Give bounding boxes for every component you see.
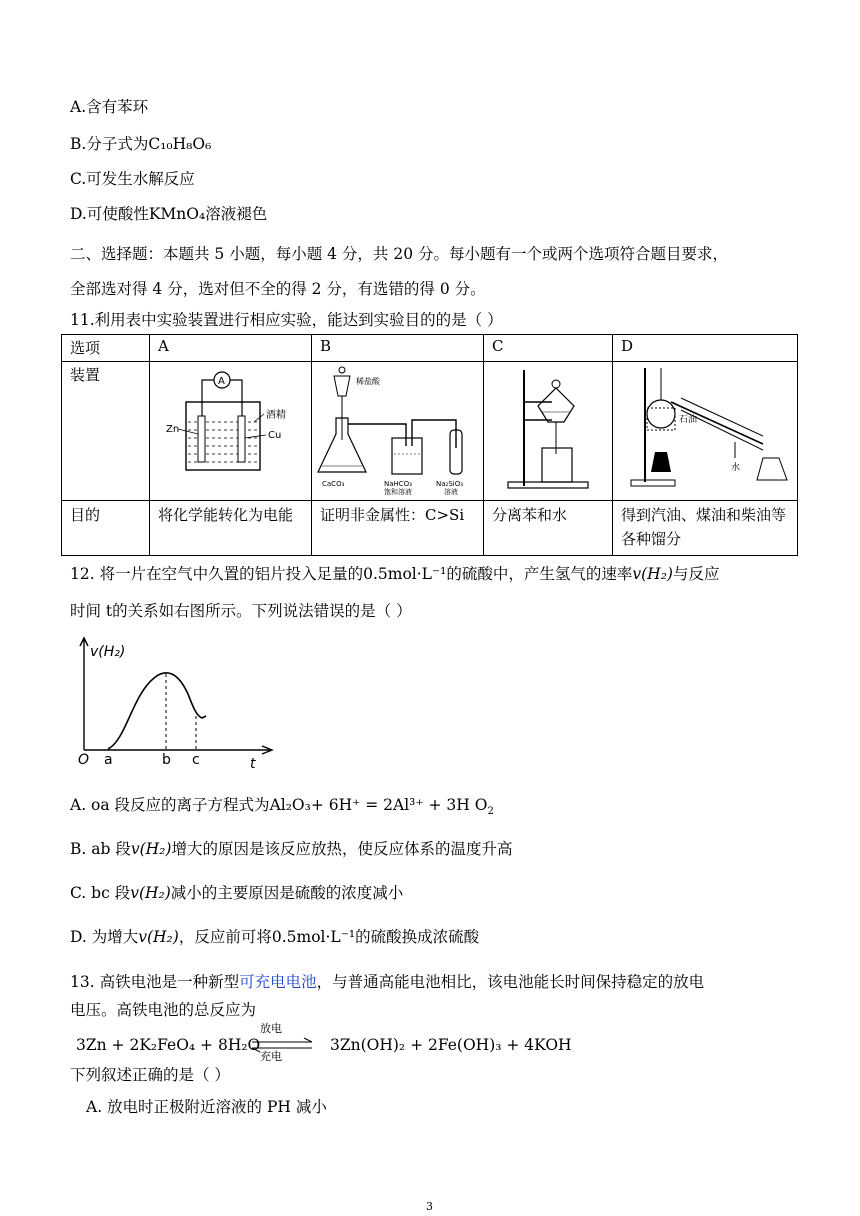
formula: KMnO₄ <box>148 205 206 223</box>
q10-option-a: A.含有苯环 <box>70 98 149 116</box>
svg-text:A: A <box>218 376 225 387</box>
q12-stem-line1: 12. 将一片在空气中久置的铝片投入足量的0.5mol·L⁻¹的硫酸中，产生氢气的速率v(H₂)与反应 <box>70 565 720 583</box>
svg-text:饱和溶液: 饱和溶液 <box>384 488 412 496</box>
svg-text:Zn: Zn <box>166 424 180 435</box>
header-b: B <box>312 335 484 362</box>
graph-tick-b: b <box>162 752 171 768</box>
graph-ylabel: v(H₂) <box>90 644 126 660</box>
q12-option-a: A. oa 段反应的离子方程式为Al₂O₃+ 6H⁺ = 2Al³⁺ + 3H $O_2$ <box>70 796 494 818</box>
graph-xlabel: t <box>250 756 256 772</box>
goal-a: 将化学能转化为电能 <box>150 501 312 556</box>
equation-arrows: 放电 充电 <box>250 1020 320 1060</box>
goal-c: 分离苯和水 <box>483 501 612 556</box>
equation-left: 3Zn + 2K₂FeO₄ + 8H₂O <box>76 1036 261 1054</box>
rate-time-graph <box>74 636 284 772</box>
q10-option-b: B.分子式为C₁₀H₈O₆ <box>70 135 212 153</box>
q10-option-d: D.可使酸性KMnO₄溶液褪色 <box>70 205 268 223</box>
svg-text:酒精: 酒精 <box>266 410 287 421</box>
goal-d: 得到汽油、煤油和柴油等各种馏分 <box>613 501 798 556</box>
row-label-apparatus: 装置 <box>62 362 150 501</box>
goal-b: 证明非金属性：C>Si <box>312 501 484 556</box>
acid-strength-figure <box>312 362 482 496</box>
graph-tick-c: c <box>192 752 200 768</box>
svg-text:Cu: Cu <box>268 430 282 441</box>
apparatus-b <box>312 362 484 501</box>
galvanic-cell-figure <box>150 362 310 496</box>
header-option: 选项 <box>62 335 150 362</box>
section2-line1: 二、选择题：本题共 5 小题，每小题 4 分，共 20 分。每小题有一个或两个选项符合题目要求， <box>70 245 729 263</box>
distillation-figure <box>613 362 797 496</box>
svg-text:溶液: 溶液 <box>444 488 458 496</box>
formula: C₁₀H₈O₆ <box>148 135 212 153</box>
rate-curve <box>108 673 206 749</box>
svg-text:石油: 石油 <box>679 415 698 425</box>
separatory-funnel-figure <box>484 362 612 496</box>
apparatus-c <box>483 362 612 501</box>
q11-stem: 11.利用表中实验装置进行相应实验，能达到实验目的的是（ ） <box>70 311 503 329</box>
q13-option-a: A. 放电时正极附近溶液的 PH 减小 <box>86 1098 327 1116</box>
rechargeable-battery-link[interactable]: 可充电电池 <box>239 973 317 991</box>
svg-text:NaHCO₃: NaHCO₃ <box>384 480 412 488</box>
header-d: D <box>613 335 798 362</box>
graph-origin: O <box>78 752 90 768</box>
section2-line2: 全部选对得 4 分，选对但不全的得 2 分，有选错的得 0 分。 <box>70 280 486 298</box>
q13-line2: 电压。高铁电池的总反应为 <box>70 1001 257 1019</box>
svg-text:Na₂SiO₃: Na₂SiO₃ <box>436 480 464 488</box>
header-a: A <box>150 335 312 362</box>
q12-option-c: C. bc 段v(H₂)减小的主要原因是硫酸的浓度减小 <box>70 884 404 902</box>
q10-option-c: C.可发生水解反应 <box>70 170 195 188</box>
svg-text:水: 水 <box>731 463 741 473</box>
row-label-goal: 目的 <box>62 501 150 556</box>
q12-stem-line2: 时间 t的关系如右图所示。下列说法错误的是（ ） <box>70 602 412 620</box>
q12-option-d: D. 为增大v(H₂)，反应前可将0.5mol·L⁻¹的硫酸换成浓硫酸 <box>70 928 480 946</box>
apparatus-a <box>150 362 312 501</box>
svg-text:稀盐酸: 稀盐酸 <box>356 377 380 386</box>
q11-table <box>61 334 798 556</box>
apparatus-d <box>613 362 798 501</box>
q13-line1: 13. 高铁电池是一种新型可充电电池，与普通高能电池相比，该电池能长时间保持稳定的放电 <box>70 973 705 991</box>
equation-right: 3Zn(OH)₂ + 2Fe(OH)₃ + 4KOH <box>330 1036 572 1054</box>
q12-option-b: B. ab 段v(H₂)增大的原因是该反应放热，使反应体系的温度升高 <box>70 840 513 858</box>
header-c: C <box>483 335 612 362</box>
page-number: 3 <box>426 1200 433 1213</box>
q13-question: 下列叙述正确的是（ ） <box>70 1066 230 1084</box>
svg-text:CaCO₃: CaCO₃ <box>322 480 345 488</box>
graph-tick-a: a <box>104 752 113 768</box>
